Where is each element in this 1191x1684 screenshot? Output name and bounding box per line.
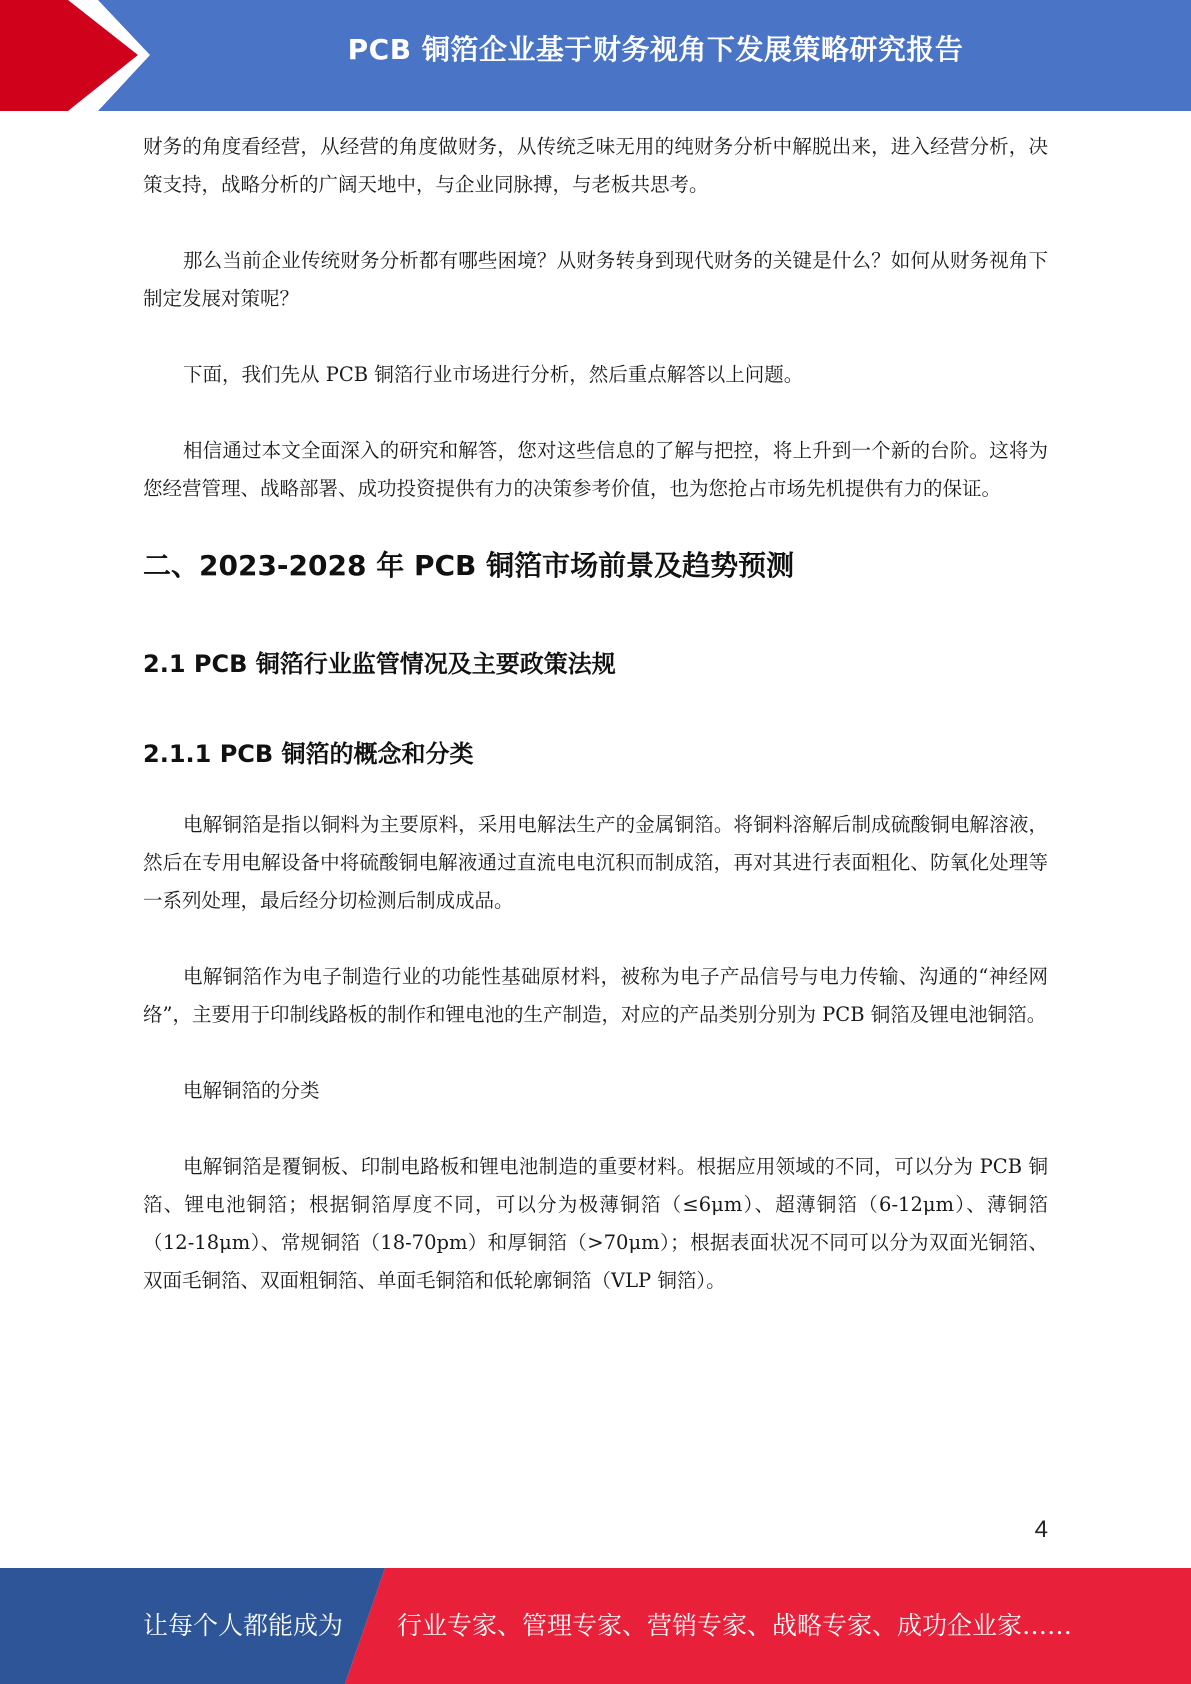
footer-slogan-left: 让每个人都能成为 [143, 1611, 344, 1640]
footer-slogan-right: 行业专家、管理专家、营销专家、战略专家、成功企业家…… [397, 1611, 1073, 1640]
header-title: PCB 铜箔企业基于财务视角下发展策略研究报告 [347, 33, 964, 66]
body-paragraph-3: 电解铜箔的分类 [183, 1079, 320, 1102]
intro-paragraph-1: 财务的角度看经营，从经营的角度做财务，从传统乏味无用的纯财务分析中解脱出来，进入经营分析，决策支持，战略分析的广阔天地中，与企业同脉搏，与老板共思考。 [143, 135, 1048, 196]
page-number: 4 [1034, 1516, 1048, 1543]
body-paragraph-2: 电解铜箔作为电子制造行业的功能性基础原材料，被称为电子产品信号与电力传输、沟通的“神经网络”，主要用于印制线路板的制作和锂电池的生产制造，对应的产品类别分别为 PCB 铜箔及锂电池铜箔。 [143, 965, 1048, 1026]
document-body [143, 128, 1048, 1300]
body-paragraph-4: 电解铜箔是覆铜板、印制电路板和锂电池制造的重要材料。根据应用领域的不同，可以分为 PCB 铜箔、锂电池铜箔；根据铜箔厚度不同，可以分为极薄铜箔（≤6μm）、超薄铜箔（6-12μm）、薄铜箔（12-18μm）、常规铜箔（18-70pm）和厚铜箔（>70μm）；根据表面状况不同可以分为双面光铜箔、双面毛铜箔、双面粗铜箔、单面毛铜箔和低轮廓铜箔（VLP 铜箔）。 [143, 1155, 1048, 1292]
intro-paragraph-3: 下面，我们先从 PCB 铜箔行业市场进行分析，然后重点解答以上问题。 [183, 363, 804, 386]
body-paragraph-1: 电解铜箔是指以铜料为主要原料，采用电解法生产的金属铜箔。将铜料溶解后制成硫酸铜电解溶液，然后在专用电解设备中将硫酸铜电解液通过直流电电沉积而制成箔，再对其进行表面粗化、防氧化处理等一系列处理，最后经分切检测后制成成品。 [143, 813, 1048, 912]
page-footer [0, 1568, 1191, 1684]
intro-paragraph-2: 那么当前企业传统财务分析都有哪些困境？从财务转身到现代财务的关键是什么？如何从财务视角下制定发展对策呢？ [143, 249, 1048, 310]
intro-paragraph-4: 相信通过本文全面深入的研究和解答，您对这些信息的了解与把控，将上升到一个新的台阶。这将为您经营管理、战略部署、成功投资提供有力的决策参考价值，也为您抢占市场先机提供有力的保证。 [143, 439, 1048, 500]
subsection-heading-2-1-1: 2.1.1 PCB 铜箔的概念和分类 [143, 740, 474, 768]
section-heading: 二、2023-2028 年 PCB 铜箔市场前景及趋势预测 [143, 549, 795, 582]
subsection-heading-2-1: 2.1 PCB 铜箔行业监管情况及主要政策法规 [143, 650, 616, 678]
page-header [0, 0, 1191, 111]
